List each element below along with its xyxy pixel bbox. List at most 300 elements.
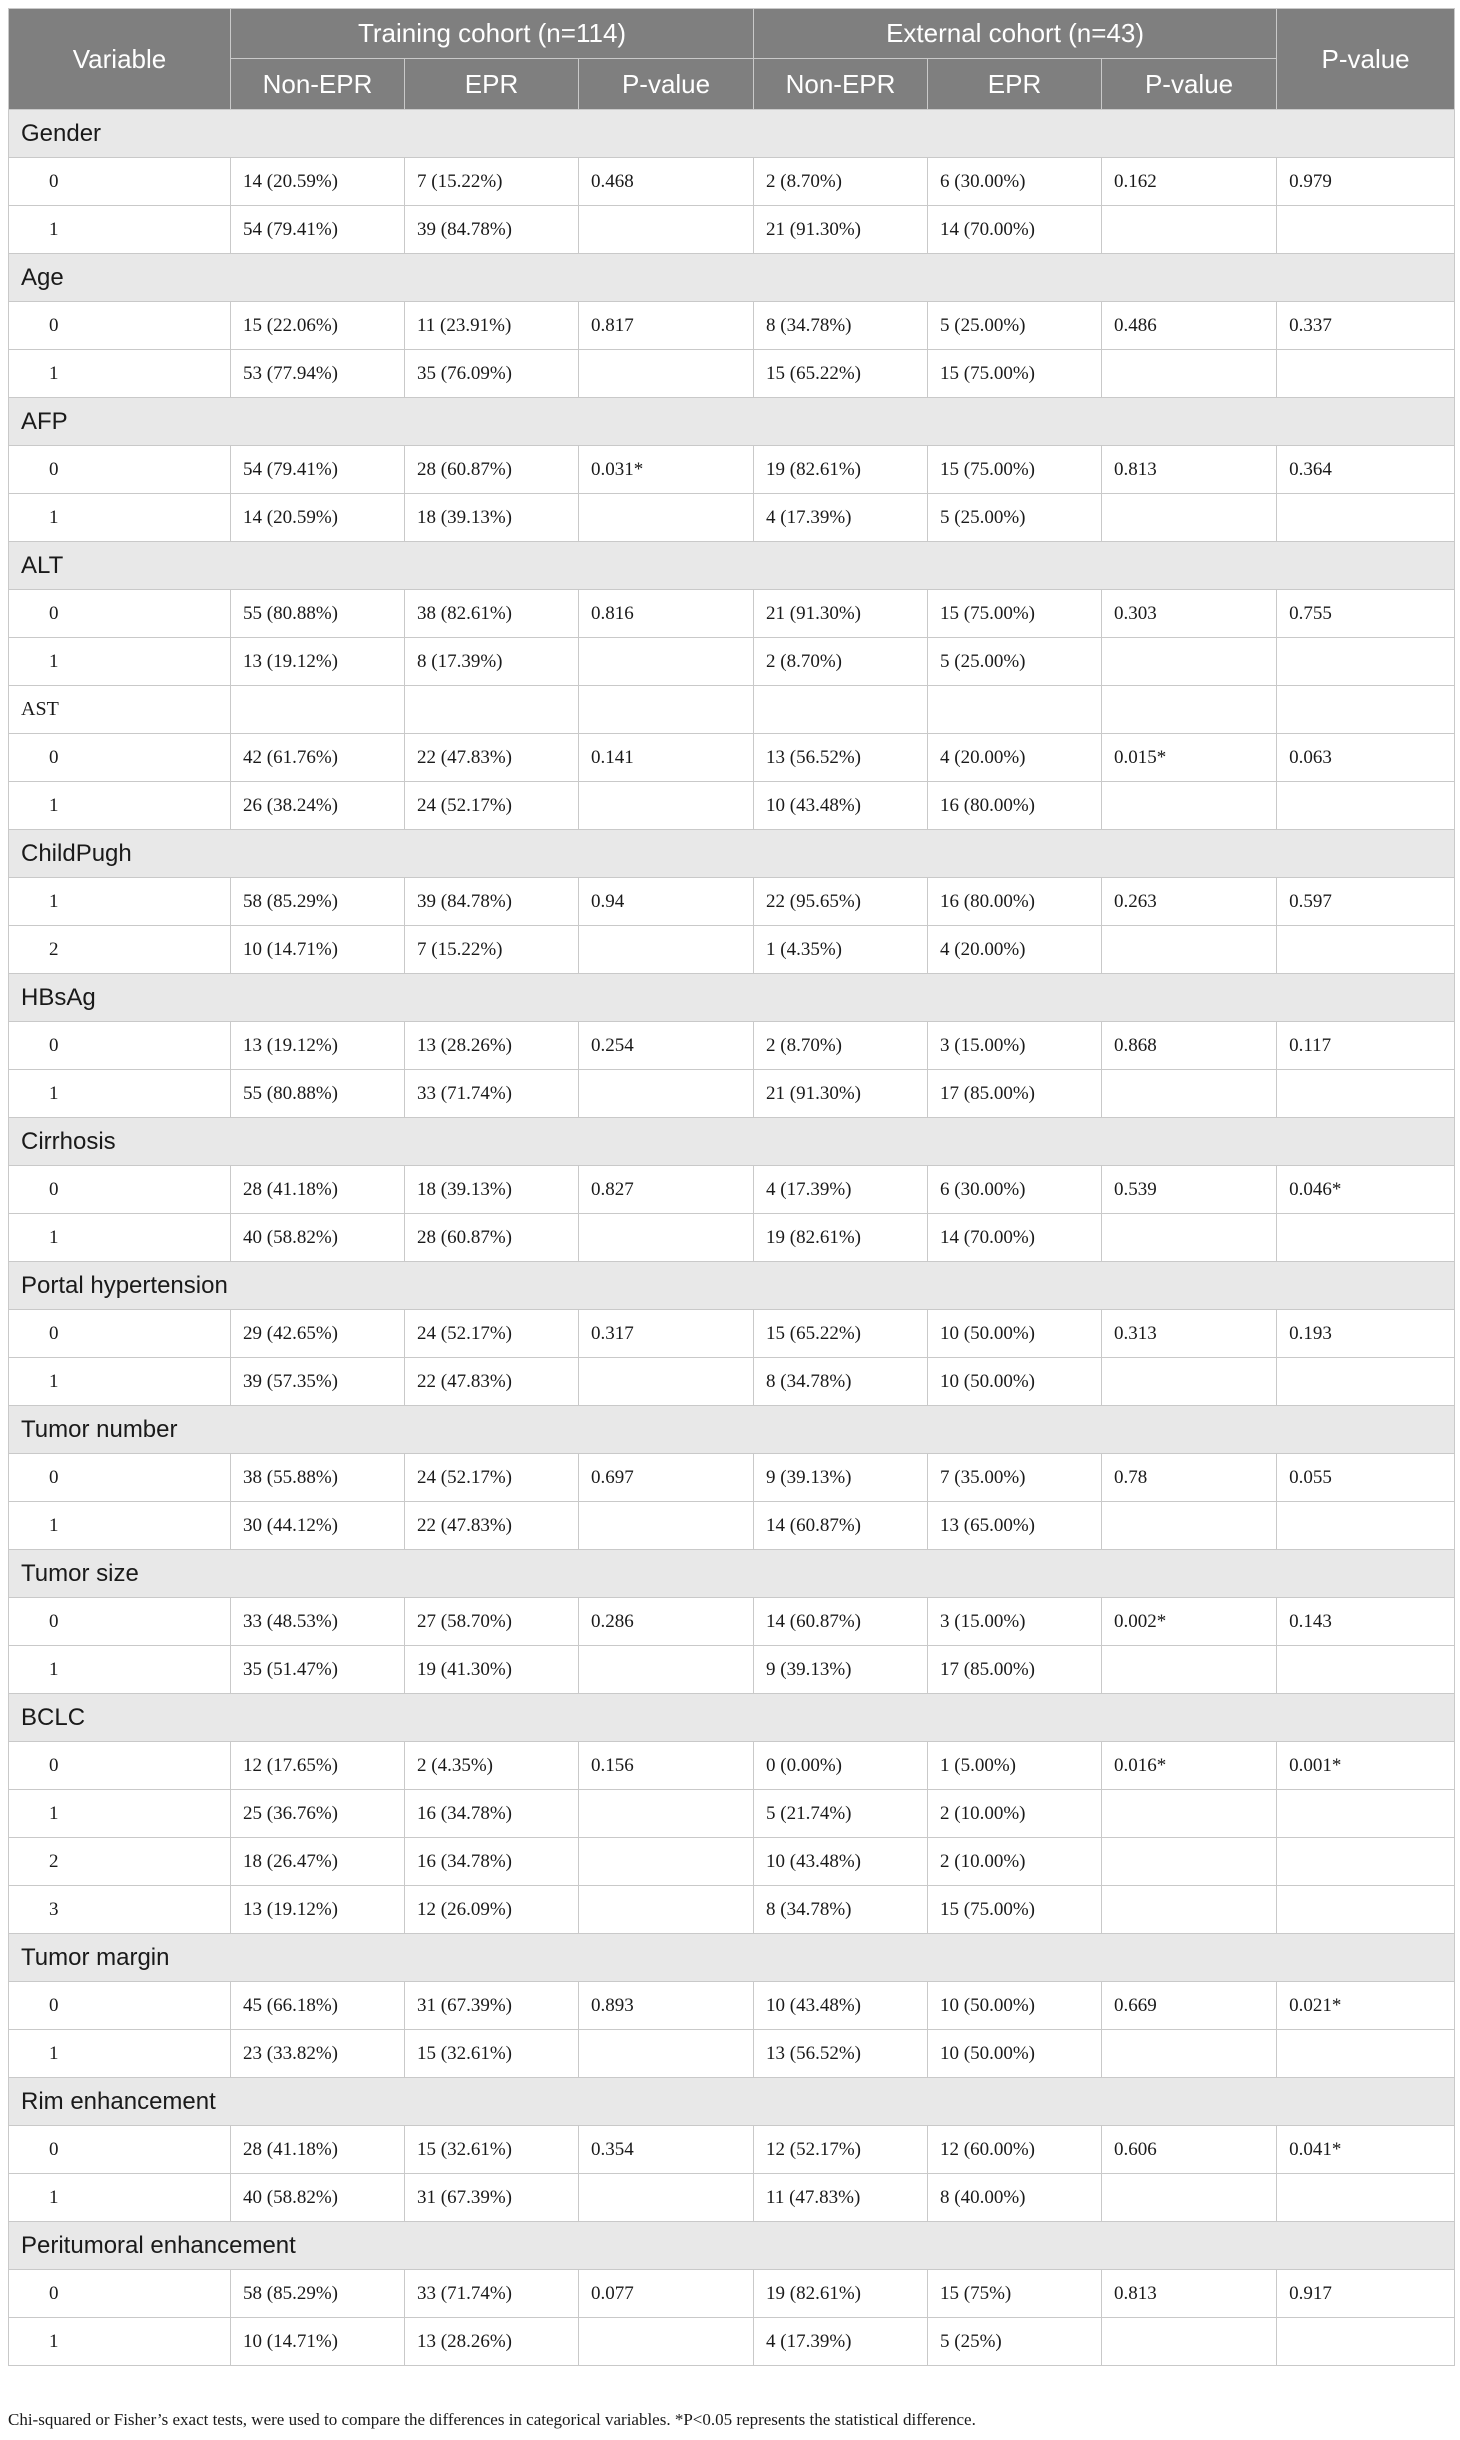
subheader-external-p-value: P-value <box>1102 59 1277 110</box>
cell-external-non-epr: 9 (39.13%) <box>754 1646 928 1694</box>
table-row <box>9 158 1455 206</box>
cell-training-p-value <box>579 2174 754 2222</box>
table-row <box>9 1166 1455 1214</box>
cell-level: 3 <box>9 1886 231 1934</box>
cell-level: 1 <box>9 1070 231 1118</box>
cell-overall-p-value <box>1277 1070 1455 1118</box>
cell-training-non-epr: 45 (66.18%) <box>231 1982 405 2030</box>
cell-training-epr: 27 (58.70%) <box>405 1598 579 1646</box>
cell-external-epr: 14 (70.00%) <box>928 206 1102 254</box>
category-row <box>9 974 1455 1022</box>
cell-overall-p-value <box>1277 1502 1455 1550</box>
cell-training-non-epr: 53 (77.94%) <box>231 350 405 398</box>
cell-external-non-epr: 2 (8.70%) <box>754 638 928 686</box>
cell-training-p-value: 0.317 <box>579 1310 754 1358</box>
table-row <box>9 1598 1455 1646</box>
cell-overall-p-value <box>1277 1646 1455 1694</box>
cell-external-non-epr: 1 (4.35%) <box>754 926 928 974</box>
table-row <box>9 1310 1455 1358</box>
table-row <box>9 2174 1455 2222</box>
cell-external-p-value <box>1102 1886 1277 1934</box>
cell-overall-p-value <box>1277 926 1455 974</box>
cell-training-p-value: 0.468 <box>579 158 754 206</box>
cell-external-epr: 15 (75%) <box>928 2270 1102 2318</box>
category-label: HBsAg <box>9 974 1455 1022</box>
cell-training-epr: 33 (71.74%) <box>405 1070 579 1118</box>
cell-level: 1 <box>9 638 231 686</box>
category-row <box>9 398 1455 446</box>
table-row <box>9 1070 1455 1118</box>
category-label: Peritumoral enhancement <box>9 2222 1455 2270</box>
cell-external-epr: 6 (30.00%) <box>928 1166 1102 1214</box>
cell-training-p-value <box>579 1070 754 1118</box>
cell-training-non-epr: 12 (17.65%) <box>231 1742 405 1790</box>
cell-training-epr: 12 (26.09%) <box>405 1886 579 1934</box>
category-label: AST <box>9 686 231 734</box>
cell-external-epr: 2 (10.00%) <box>928 1838 1102 1886</box>
cell-external-p-value: 0.669 <box>1102 1982 1277 2030</box>
cell-external-non-epr: 21 (91.30%) <box>754 590 928 638</box>
cell-external-p-value: 0.539 <box>1102 1166 1277 1214</box>
cell-external-p-value <box>1102 1646 1277 1694</box>
cell-external-non-epr: 4 (17.39%) <box>754 2318 928 2366</box>
empty-cell <box>754 686 928 734</box>
category-label: Rim enhancement <box>9 2078 1455 2126</box>
table-row <box>9 1742 1455 1790</box>
cell-external-p-value <box>1102 1070 1277 1118</box>
subheader-training-non-epr: Non-EPR <box>231 59 405 110</box>
cell-level: 2 <box>9 1838 231 1886</box>
cell-overall-p-value: 0.021* <box>1277 1982 1455 2030</box>
cell-level: 1 <box>9 1790 231 1838</box>
cell-training-epr: 33 (71.74%) <box>405 2270 579 2318</box>
cell-level: 1 <box>9 2030 231 2078</box>
cell-overall-p-value: 0.001* <box>1277 1742 1455 1790</box>
cell-overall-p-value <box>1277 1214 1455 1262</box>
cell-external-epr: 10 (50.00%) <box>928 1310 1102 1358</box>
cell-external-p-value <box>1102 494 1277 542</box>
cell-level: 1 <box>9 206 231 254</box>
cell-overall-p-value <box>1277 206 1455 254</box>
header-external-cohort: External cohort (n=43) <box>754 9 1277 59</box>
category-row <box>9 1262 1455 1310</box>
cell-training-non-epr: 28 (41.18%) <box>231 2126 405 2174</box>
table-row <box>9 1646 1455 1694</box>
cell-overall-p-value: 0.046* <box>1277 1166 1455 1214</box>
cell-external-p-value: 0.78 <box>1102 1454 1277 1502</box>
cell-training-epr: 22 (47.83%) <box>405 1502 579 1550</box>
table-row <box>9 926 1455 974</box>
cell-external-epr: 5 (25%) <box>928 2318 1102 2366</box>
cell-level: 0 <box>9 446 231 494</box>
data-table <box>8 8 1455 2366</box>
cell-training-epr: 28 (60.87%) <box>405 446 579 494</box>
cell-training-non-epr: 28 (41.18%) <box>231 1166 405 1214</box>
cell-level: 1 <box>9 1502 231 1550</box>
cell-training-epr: 24 (52.17%) <box>405 782 579 830</box>
category-label: BCLC <box>9 1694 1455 1742</box>
category-label: Tumor margin <box>9 1934 1455 1982</box>
category-row <box>9 542 1455 590</box>
cell-training-non-epr: 42 (61.76%) <box>231 734 405 782</box>
table-row <box>9 1502 1455 1550</box>
cell-training-non-epr: 14 (20.59%) <box>231 158 405 206</box>
cell-external-epr: 4 (20.00%) <box>928 734 1102 782</box>
cell-overall-p-value <box>1277 2030 1455 2078</box>
cell-external-epr: 4 (20.00%) <box>928 926 1102 974</box>
table-row <box>9 302 1455 350</box>
table-row <box>9 350 1455 398</box>
cell-overall-p-value: 0.979 <box>1277 158 1455 206</box>
category-row <box>9 686 1455 734</box>
cell-training-p-value <box>579 1646 754 1694</box>
category-label: Tumor number <box>9 1406 1455 1454</box>
cell-external-p-value: 0.486 <box>1102 302 1277 350</box>
cell-external-p-value <box>1102 2030 1277 2078</box>
cell-overall-p-value: 0.193 <box>1277 1310 1455 1358</box>
cell-external-non-epr: 15 (65.22%) <box>754 350 928 398</box>
cell-training-p-value: 0.141 <box>579 734 754 782</box>
cell-training-non-epr: 38 (55.88%) <box>231 1454 405 1502</box>
cell-training-epr: 39 (84.78%) <box>405 206 579 254</box>
cell-overall-p-value: 0.063 <box>1277 734 1455 782</box>
cell-external-p-value: 0.606 <box>1102 2126 1277 2174</box>
cell-external-epr: 8 (40.00%) <box>928 2174 1102 2222</box>
cell-external-epr: 10 (50.00%) <box>928 1358 1102 1406</box>
empty-cell <box>928 686 1102 734</box>
cell-training-p-value <box>579 1838 754 1886</box>
cell-training-epr: 35 (76.09%) <box>405 350 579 398</box>
cell-level: 1 <box>9 2174 231 2222</box>
category-label: Tumor size <box>9 1550 1455 1598</box>
cell-training-epr: 13 (28.26%) <box>405 1022 579 1070</box>
cell-level: 1 <box>9 1358 231 1406</box>
cell-training-p-value <box>579 1214 754 1262</box>
category-label: Portal hypertension <box>9 1262 1455 1310</box>
cell-training-epr: 24 (52.17%) <box>405 1310 579 1358</box>
cell-training-non-epr: 23 (33.82%) <box>231 2030 405 2078</box>
cell-training-epr: 38 (82.61%) <box>405 590 579 638</box>
cell-training-epr: 22 (47.83%) <box>405 734 579 782</box>
cell-level: 1 <box>9 2318 231 2366</box>
cell-training-epr: 22 (47.83%) <box>405 1358 579 1406</box>
cell-external-p-value: 0.868 <box>1102 1022 1277 1070</box>
cell-external-non-epr: 10 (43.48%) <box>754 1982 928 2030</box>
cell-training-non-epr: 58 (85.29%) <box>231 2270 405 2318</box>
cell-training-non-epr: 35 (51.47%) <box>231 1646 405 1694</box>
table-container <box>8 8 1454 2366</box>
cell-level: 0 <box>9 1454 231 1502</box>
cell-external-epr: 10 (50.00%) <box>928 2030 1102 2078</box>
cell-training-p-value <box>579 1886 754 1934</box>
cell-external-p-value <box>1102 2318 1277 2366</box>
cell-training-p-value: 0.156 <box>579 1742 754 1790</box>
cell-training-non-epr: 33 (48.53%) <box>231 1598 405 1646</box>
cell-external-epr: 13 (65.00%) <box>928 1502 1102 1550</box>
cell-training-non-epr: 54 (79.41%) <box>231 446 405 494</box>
cell-level: 0 <box>9 1742 231 1790</box>
cell-overall-p-value: 0.041* <box>1277 2126 1455 2174</box>
category-row <box>9 2078 1455 2126</box>
cell-training-epr: 16 (34.78%) <box>405 1790 579 1838</box>
cell-training-epr: 13 (28.26%) <box>405 2318 579 2366</box>
cell-training-non-epr: 30 (44.12%) <box>231 1502 405 1550</box>
cell-training-non-epr: 15 (22.06%) <box>231 302 405 350</box>
category-label: ChildPugh <box>9 830 1455 878</box>
cell-external-non-epr: 5 (21.74%) <box>754 1790 928 1838</box>
cell-level: 0 <box>9 2126 231 2174</box>
cell-training-non-epr: 14 (20.59%) <box>231 494 405 542</box>
cell-external-non-epr: 15 (65.22%) <box>754 1310 928 1358</box>
cell-overall-p-value <box>1277 2318 1455 2366</box>
cell-training-non-epr: 29 (42.65%) <box>231 1310 405 1358</box>
cell-external-non-epr: 8 (34.78%) <box>754 1358 928 1406</box>
cell-level: 1 <box>9 494 231 542</box>
cell-training-p-value <box>579 1502 754 1550</box>
cell-overall-p-value: 0.597 <box>1277 878 1455 926</box>
cell-external-epr: 15 (75.00%) <box>928 590 1102 638</box>
cell-external-p-value: 0.313 <box>1102 1310 1277 1358</box>
category-row <box>9 830 1455 878</box>
cell-training-p-value: 0.354 <box>579 2126 754 2174</box>
cell-training-non-epr: 55 (80.88%) <box>231 1070 405 1118</box>
cell-external-non-epr: 14 (60.87%) <box>754 1502 928 1550</box>
cell-external-epr: 3 (15.00%) <box>928 1022 1102 1070</box>
table-row <box>9 494 1455 542</box>
cell-overall-p-value <box>1277 1838 1455 1886</box>
cell-training-non-epr: 13 (19.12%) <box>231 638 405 686</box>
cell-training-epr: 31 (67.39%) <box>405 2174 579 2222</box>
table-row <box>9 2030 1455 2078</box>
cell-training-epr: 28 (60.87%) <box>405 1214 579 1262</box>
table-row <box>9 638 1455 686</box>
table-row <box>9 734 1455 782</box>
cell-training-epr: 19 (41.30%) <box>405 1646 579 1694</box>
table-row <box>9 1982 1455 2030</box>
cell-external-non-epr: 4 (17.39%) <box>754 1166 928 1214</box>
table-footnote: Chi-squared or Fisher’s exact tests, were used to compare the differences in categorical variables. *P<0.05 represents the statistical difference. <box>8 2410 976 2429</box>
cell-training-non-epr: 26 (38.24%) <box>231 782 405 830</box>
table-body <box>9 110 1455 2366</box>
cell-overall-p-value: 0.117 <box>1277 1022 1455 1070</box>
cell-external-p-value: 0.016* <box>1102 1742 1277 1790</box>
cell-external-non-epr: 0 (0.00%) <box>754 1742 928 1790</box>
cell-training-non-epr: 18 (26.47%) <box>231 1838 405 1886</box>
cell-level: 0 <box>9 1310 231 1358</box>
cell-training-p-value <box>579 1358 754 1406</box>
cell-level: 1 <box>9 1214 231 1262</box>
cell-external-epr: 1 (5.00%) <box>928 1742 1102 1790</box>
cell-training-non-epr: 55 (80.88%) <box>231 590 405 638</box>
cell-training-p-value <box>579 2030 754 2078</box>
cell-level: 0 <box>9 1022 231 1070</box>
table-row <box>9 590 1455 638</box>
cell-training-p-value <box>579 494 754 542</box>
cell-training-p-value <box>579 350 754 398</box>
cell-external-epr: 17 (85.00%) <box>928 1070 1102 1118</box>
cell-external-p-value <box>1102 206 1277 254</box>
cell-training-p-value <box>579 206 754 254</box>
cell-external-non-epr: 14 (60.87%) <box>754 1598 928 1646</box>
cell-training-epr: 7 (15.22%) <box>405 926 579 974</box>
cell-external-epr: 12 (60.00%) <box>928 2126 1102 2174</box>
cell-level: 2 <box>9 926 231 974</box>
cell-overall-p-value: 0.364 <box>1277 446 1455 494</box>
cell-training-p-value: 0.077 <box>579 2270 754 2318</box>
cell-external-p-value <box>1102 926 1277 974</box>
cell-external-epr: 5 (25.00%) <box>928 494 1102 542</box>
header-training-cohort: Training cohort (n=114) <box>231 9 754 59</box>
cell-level: 0 <box>9 1598 231 1646</box>
cell-external-p-value <box>1102 1502 1277 1550</box>
cell-external-epr: 6 (30.00%) <box>928 158 1102 206</box>
empty-cell <box>231 686 405 734</box>
table-row <box>9 446 1455 494</box>
category-row <box>9 1118 1455 1166</box>
cell-external-non-epr: 21 (91.30%) <box>754 206 928 254</box>
table-row <box>9 206 1455 254</box>
cell-training-epr: 18 (39.13%) <box>405 494 579 542</box>
header-p-value-overall: P-value <box>1277 9 1455 110</box>
cell-training-epr: 31 (67.39%) <box>405 1982 579 2030</box>
cell-training-non-epr: 39 (57.35%) <box>231 1358 405 1406</box>
cell-overall-p-value: 0.755 <box>1277 590 1455 638</box>
cell-level: 1 <box>9 878 231 926</box>
cell-level: 0 <box>9 1982 231 2030</box>
cell-training-non-epr: 13 (19.12%) <box>231 1886 405 1934</box>
category-row <box>9 1694 1455 1742</box>
cell-external-p-value: 0.303 <box>1102 590 1277 638</box>
category-label: Age <box>9 254 1455 302</box>
cell-external-non-epr: 13 (56.52%) <box>754 2030 928 2078</box>
category-row <box>9 110 1455 158</box>
table-row <box>9 2270 1455 2318</box>
category-label: AFP <box>9 398 1455 446</box>
cell-external-non-epr: 21 (91.30%) <box>754 1070 928 1118</box>
cell-external-non-epr: 19 (82.61%) <box>754 446 928 494</box>
table-row <box>9 878 1455 926</box>
cell-external-p-value: 0.002* <box>1102 1598 1277 1646</box>
category-label: Gender <box>9 110 1455 158</box>
cell-training-epr: 39 (84.78%) <box>405 878 579 926</box>
cell-training-p-value: 0.254 <box>579 1022 754 1070</box>
cell-training-p-value: 0.816 <box>579 590 754 638</box>
cell-training-epr: 24 (52.17%) <box>405 1454 579 1502</box>
cell-external-p-value <box>1102 1790 1277 1838</box>
cell-external-epr: 5 (25.00%) <box>928 638 1102 686</box>
cell-external-p-value <box>1102 1214 1277 1262</box>
category-label: Cirrhosis <box>9 1118 1455 1166</box>
table-row <box>9 1358 1455 1406</box>
cell-external-non-epr: 9 (39.13%) <box>754 1454 928 1502</box>
table-row <box>9 1214 1455 1262</box>
cell-overall-p-value <box>1277 1358 1455 1406</box>
category-row <box>9 254 1455 302</box>
cell-external-non-epr: 10 (43.48%) <box>754 1838 928 1886</box>
cell-training-non-epr: 40 (58.82%) <box>231 1214 405 1262</box>
cell-level: 0 <box>9 734 231 782</box>
cell-level: 0 <box>9 1166 231 1214</box>
cell-external-non-epr: 8 (34.78%) <box>754 302 928 350</box>
subheader-training-p-value: P-value <box>579 59 754 110</box>
cell-external-non-epr: 11 (47.83%) <box>754 2174 928 2222</box>
cell-external-p-value: 0.813 <box>1102 2270 1277 2318</box>
cell-external-non-epr: 8 (34.78%) <box>754 1886 928 1934</box>
cell-overall-p-value <box>1277 2174 1455 2222</box>
cell-external-non-epr: 19 (82.61%) <box>754 2270 928 2318</box>
cell-training-p-value: 0.031* <box>579 446 754 494</box>
cell-external-epr: 7 (35.00%) <box>928 1454 1102 1502</box>
cell-level: 0 <box>9 158 231 206</box>
empty-cell <box>579 686 754 734</box>
cell-external-epr: 3 (15.00%) <box>928 1598 1102 1646</box>
cell-external-non-epr: 10 (43.48%) <box>754 782 928 830</box>
cell-training-epr: 7 (15.22%) <box>405 158 579 206</box>
cell-external-p-value: 0.263 <box>1102 878 1277 926</box>
cell-training-p-value: 0.817 <box>579 302 754 350</box>
category-label: ALT <box>9 542 1455 590</box>
cell-training-p-value: 0.893 <box>579 1982 754 2030</box>
table-row <box>9 1454 1455 1502</box>
cell-overall-p-value: 0.337 <box>1277 302 1455 350</box>
cell-overall-p-value: 0.143 <box>1277 1598 1455 1646</box>
cell-external-epr: 17 (85.00%) <box>928 1646 1102 1694</box>
cell-training-p-value <box>579 2318 754 2366</box>
cell-external-epr: 10 (50.00%) <box>928 1982 1102 2030</box>
table-row <box>9 1886 1455 1934</box>
cell-training-epr: 18 (39.13%) <box>405 1166 579 1214</box>
cell-overall-p-value <box>1277 350 1455 398</box>
subheader-external-non-epr: Non-EPR <box>754 59 928 110</box>
cell-external-p-value <box>1102 350 1277 398</box>
subheader-training-epr: EPR <box>405 59 579 110</box>
cell-external-non-epr: 4 (17.39%) <box>754 494 928 542</box>
table-row <box>9 782 1455 830</box>
cell-external-p-value <box>1102 1358 1277 1406</box>
cell-external-non-epr: 12 (52.17%) <box>754 2126 928 2174</box>
cell-training-p-value <box>579 926 754 974</box>
cell-level: 1 <box>9 1646 231 1694</box>
cell-level: 0 <box>9 302 231 350</box>
cell-external-non-epr: 2 (8.70%) <box>754 158 928 206</box>
cell-external-p-value <box>1102 638 1277 686</box>
cell-training-p-value: 0.94 <box>579 878 754 926</box>
cell-training-epr: 11 (23.91%) <box>405 302 579 350</box>
cell-training-epr: 15 (32.61%) <box>405 2030 579 2078</box>
cell-external-epr: 15 (75.00%) <box>928 1886 1102 1934</box>
category-row <box>9 1550 1455 1598</box>
table-header <box>9 9 1455 110</box>
cell-training-epr: 8 (17.39%) <box>405 638 579 686</box>
cell-external-epr: 2 (10.00%) <box>928 1790 1102 1838</box>
cell-external-p-value: 0.015* <box>1102 734 1277 782</box>
header-variable: Variable <box>9 9 231 110</box>
category-row <box>9 2222 1455 2270</box>
cell-training-non-epr: 54 (79.41%) <box>231 206 405 254</box>
cell-training-p-value: 0.827 <box>579 1166 754 1214</box>
cell-external-epr: 16 (80.00%) <box>928 782 1102 830</box>
cell-training-p-value: 0.286 <box>579 1598 754 1646</box>
cell-external-non-epr: 19 (82.61%) <box>754 1214 928 1262</box>
cell-training-non-epr: 25 (36.76%) <box>231 1790 405 1838</box>
cell-external-epr: 16 (80.00%) <box>928 878 1102 926</box>
cell-overall-p-value <box>1277 1886 1455 1934</box>
cell-training-epr: 15 (32.61%) <box>405 2126 579 2174</box>
cell-external-p-value <box>1102 1838 1277 1886</box>
cell-training-p-value <box>579 782 754 830</box>
category-row <box>9 1934 1455 1982</box>
empty-cell <box>1277 686 1455 734</box>
